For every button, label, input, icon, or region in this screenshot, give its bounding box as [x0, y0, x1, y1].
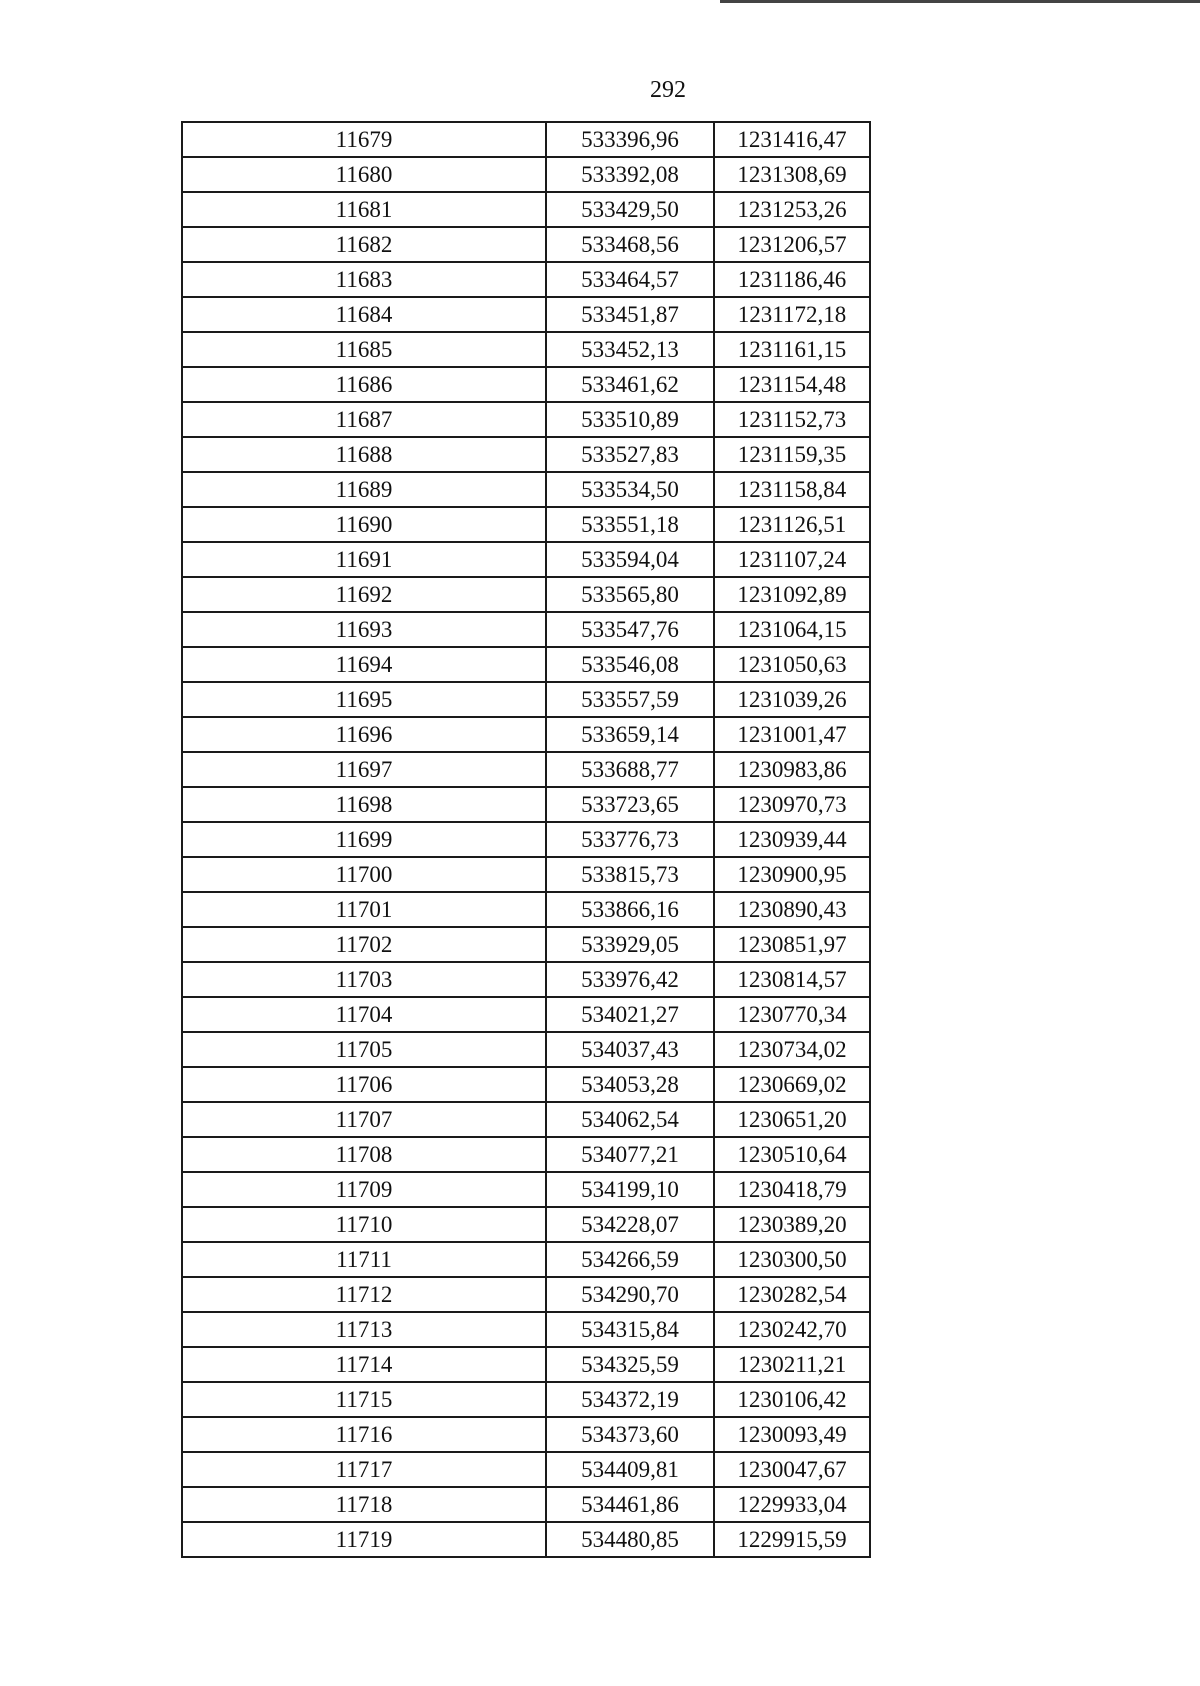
- top-edge-rule: [720, 0, 1200, 3]
- table-row: [182, 297, 870, 332]
- y-coordinate-cell: 1230242,70: [714, 1312, 870, 1347]
- x-coordinate-cell: 533557,59: [546, 682, 714, 717]
- point-number-cell: 11681: [182, 192, 546, 227]
- table-row: [182, 962, 870, 997]
- point-number-cell: 11679: [182, 122, 546, 157]
- coordinates-table: [181, 121, 871, 1558]
- x-coordinate-cell: 534021,27: [546, 997, 714, 1032]
- y-coordinate-cell: 1229933,04: [714, 1487, 870, 1522]
- table-row: [182, 577, 870, 612]
- y-coordinate-cell: 1230300,50: [714, 1242, 870, 1277]
- table-row: [182, 892, 870, 927]
- x-coordinate-cell: 534053,28: [546, 1067, 714, 1102]
- table-row: [182, 647, 870, 682]
- table-row: [182, 857, 870, 892]
- x-coordinate-cell: 534062,54: [546, 1102, 714, 1137]
- y-coordinate-cell: 1231206,57: [714, 227, 870, 262]
- point-number-cell: 11698: [182, 787, 546, 822]
- point-number-cell: 11714: [182, 1347, 546, 1382]
- table-row: [182, 1312, 870, 1347]
- point-number-cell: 11709: [182, 1172, 546, 1207]
- x-coordinate-cell: 533464,57: [546, 262, 714, 297]
- point-number-cell: 11705: [182, 1032, 546, 1067]
- point-number-cell: 11718: [182, 1487, 546, 1522]
- x-coordinate-cell: 533776,73: [546, 822, 714, 857]
- point-number-cell: 11687: [182, 402, 546, 437]
- x-coordinate-cell: 533468,56: [546, 227, 714, 262]
- y-coordinate-cell: 1230900,95: [714, 857, 870, 892]
- point-number-cell: 11692: [182, 577, 546, 612]
- y-coordinate-cell: 1231107,24: [714, 542, 870, 577]
- table-row: [182, 1522, 870, 1557]
- table-row: [182, 1207, 870, 1242]
- y-coordinate-cell: 1231172,18: [714, 297, 870, 332]
- y-coordinate-cell: 1231064,15: [714, 612, 870, 647]
- x-coordinate-cell: 534480,85: [546, 1522, 714, 1557]
- y-coordinate-cell: 1231186,46: [714, 262, 870, 297]
- x-coordinate-cell: 534373,60: [546, 1417, 714, 1452]
- y-coordinate-cell: 1229915,59: [714, 1522, 870, 1557]
- y-coordinate-cell: 1230770,34: [714, 997, 870, 1032]
- x-coordinate-cell: 533461,62: [546, 367, 714, 402]
- table-row: [182, 507, 870, 542]
- x-coordinate-cell: 533688,77: [546, 752, 714, 787]
- x-coordinate-cell: 533392,08: [546, 157, 714, 192]
- y-coordinate-cell: 1231039,26: [714, 682, 870, 717]
- point-number-cell: 11689: [182, 472, 546, 507]
- table-row: [182, 472, 870, 507]
- table-row: [182, 402, 870, 437]
- x-coordinate-cell: 534325,59: [546, 1347, 714, 1382]
- point-number-cell: 11719: [182, 1522, 546, 1557]
- x-coordinate-cell: 533723,65: [546, 787, 714, 822]
- table-row: [182, 1032, 870, 1067]
- point-number-cell: 11693: [182, 612, 546, 647]
- y-coordinate-cell: 1230510,64: [714, 1137, 870, 1172]
- point-number-cell: 11710: [182, 1207, 546, 1242]
- y-coordinate-cell: 1230106,42: [714, 1382, 870, 1417]
- x-coordinate-cell: 533452,13: [546, 332, 714, 367]
- point-number-cell: 11717: [182, 1452, 546, 1487]
- point-number-cell: 11712: [182, 1277, 546, 1312]
- table-row: [182, 927, 870, 962]
- point-number-cell: 11680: [182, 157, 546, 192]
- table-row: [182, 717, 870, 752]
- x-coordinate-cell: 534077,21: [546, 1137, 714, 1172]
- table-row: [182, 227, 870, 262]
- table-row: [182, 752, 870, 787]
- table-row: [182, 1487, 870, 1522]
- table-row: [182, 1347, 870, 1382]
- point-number-cell: 11702: [182, 927, 546, 962]
- y-coordinate-cell: 1230851,97: [714, 927, 870, 962]
- x-coordinate-cell: 533510,89: [546, 402, 714, 437]
- point-number-cell: 11699: [182, 822, 546, 857]
- table-row: [182, 997, 870, 1032]
- y-coordinate-cell: 1230418,79: [714, 1172, 870, 1207]
- x-coordinate-cell: 533594,04: [546, 542, 714, 577]
- y-coordinate-cell: 1230983,86: [714, 752, 870, 787]
- x-coordinate-cell: 533565,80: [546, 577, 714, 612]
- table-row: [182, 262, 870, 297]
- x-coordinate-cell: 534409,81: [546, 1452, 714, 1487]
- x-coordinate-cell: 533527,83: [546, 437, 714, 472]
- point-number-cell: 11697: [182, 752, 546, 787]
- coordinates-table-body: [182, 122, 870, 1557]
- page-number: 292: [650, 77, 686, 103]
- table-row: [182, 1417, 870, 1452]
- y-coordinate-cell: 1231158,84: [714, 472, 870, 507]
- table-row: [182, 822, 870, 857]
- table-row: [182, 682, 870, 717]
- table-row: [182, 157, 870, 192]
- table-row: [182, 1452, 870, 1487]
- point-number-cell: 11690: [182, 507, 546, 542]
- table-row: [182, 192, 870, 227]
- point-number-cell: 11683: [182, 262, 546, 297]
- y-coordinate-cell: 1230047,67: [714, 1452, 870, 1487]
- y-coordinate-cell: 1231159,35: [714, 437, 870, 472]
- x-coordinate-cell: 534461,86: [546, 1487, 714, 1522]
- table-row: [182, 1172, 870, 1207]
- y-coordinate-cell: 1231126,51: [714, 507, 870, 542]
- y-coordinate-cell: 1230093,49: [714, 1417, 870, 1452]
- y-coordinate-cell: 1231001,47: [714, 717, 870, 752]
- x-coordinate-cell: 533396,96: [546, 122, 714, 157]
- point-number-cell: 11691: [182, 542, 546, 577]
- table-row: [182, 1102, 870, 1137]
- y-coordinate-cell: 1230970,73: [714, 787, 870, 822]
- y-coordinate-cell: 1231154,48: [714, 367, 870, 402]
- x-coordinate-cell: 533815,73: [546, 857, 714, 892]
- x-coordinate-cell: 534266,59: [546, 1242, 714, 1277]
- point-number-cell: 11700: [182, 857, 546, 892]
- x-coordinate-cell: 534290,70: [546, 1277, 714, 1312]
- y-coordinate-cell: 1231253,26: [714, 192, 870, 227]
- x-coordinate-cell: 534037,43: [546, 1032, 714, 1067]
- x-coordinate-cell: 533659,14: [546, 717, 714, 752]
- point-number-cell: 11696: [182, 717, 546, 752]
- table-row: [182, 437, 870, 472]
- point-number-cell: 11701: [182, 892, 546, 927]
- point-number-cell: 11713: [182, 1312, 546, 1347]
- point-number-cell: 11682: [182, 227, 546, 262]
- table-row: [182, 612, 870, 647]
- y-coordinate-cell: 1230651,20: [714, 1102, 870, 1137]
- y-coordinate-cell: 1230939,44: [714, 822, 870, 857]
- point-number-cell: 11711: [182, 1242, 546, 1277]
- y-coordinate-cell: 1230814,57: [714, 962, 870, 997]
- point-number-cell: 11703: [182, 962, 546, 997]
- table-row: [182, 1137, 870, 1172]
- y-coordinate-cell: 1231161,15: [714, 332, 870, 367]
- y-coordinate-cell: 1230669,02: [714, 1067, 870, 1102]
- x-coordinate-cell: 533546,08: [546, 647, 714, 682]
- y-coordinate-cell: 1231308,69: [714, 157, 870, 192]
- x-coordinate-cell: 534228,07: [546, 1207, 714, 1242]
- table-row: [182, 542, 870, 577]
- point-number-cell: 11706: [182, 1067, 546, 1102]
- point-number-cell: 11704: [182, 997, 546, 1032]
- x-coordinate-cell: 533929,05: [546, 927, 714, 962]
- point-number-cell: 11716: [182, 1417, 546, 1452]
- x-coordinate-cell: 534372,19: [546, 1382, 714, 1417]
- y-coordinate-cell: 1230389,20: [714, 1207, 870, 1242]
- y-coordinate-cell: 1230211,21: [714, 1347, 870, 1382]
- point-number-cell: 11695: [182, 682, 546, 717]
- y-coordinate-cell: 1231152,73: [714, 402, 870, 437]
- table-row: [182, 1242, 870, 1277]
- x-coordinate-cell: 533429,50: [546, 192, 714, 227]
- x-coordinate-cell: 533451,87: [546, 297, 714, 332]
- x-coordinate-cell: 533866,16: [546, 892, 714, 927]
- y-coordinate-cell: 1230734,02: [714, 1032, 870, 1067]
- table-row: [182, 1382, 870, 1417]
- table-row: [182, 367, 870, 402]
- y-coordinate-cell: 1230282,54: [714, 1277, 870, 1312]
- x-coordinate-cell: 533551,18: [546, 507, 714, 542]
- point-number-cell: 11685: [182, 332, 546, 367]
- table-row: [182, 1277, 870, 1312]
- point-number-cell: 11686: [182, 367, 546, 402]
- point-number-cell: 11708: [182, 1137, 546, 1172]
- table-row: [182, 332, 870, 367]
- y-coordinate-cell: 1231092,89: [714, 577, 870, 612]
- x-coordinate-cell: 534199,10: [546, 1172, 714, 1207]
- table-row: [182, 122, 870, 157]
- y-coordinate-cell: 1230890,43: [714, 892, 870, 927]
- point-number-cell: 11694: [182, 647, 546, 682]
- point-number-cell: 11688: [182, 437, 546, 472]
- x-coordinate-cell: 533534,50: [546, 472, 714, 507]
- y-coordinate-cell: 1231416,47: [714, 122, 870, 157]
- x-coordinate-cell: 533976,42: [546, 962, 714, 997]
- point-number-cell: 11715: [182, 1382, 546, 1417]
- y-coordinate-cell: 1231050,63: [714, 647, 870, 682]
- table-row: [182, 1067, 870, 1102]
- point-number-cell: 11707: [182, 1102, 546, 1137]
- table-row: [182, 787, 870, 822]
- point-number-cell: 11684: [182, 297, 546, 332]
- x-coordinate-cell: 533547,76: [546, 612, 714, 647]
- x-coordinate-cell: 534315,84: [546, 1312, 714, 1347]
